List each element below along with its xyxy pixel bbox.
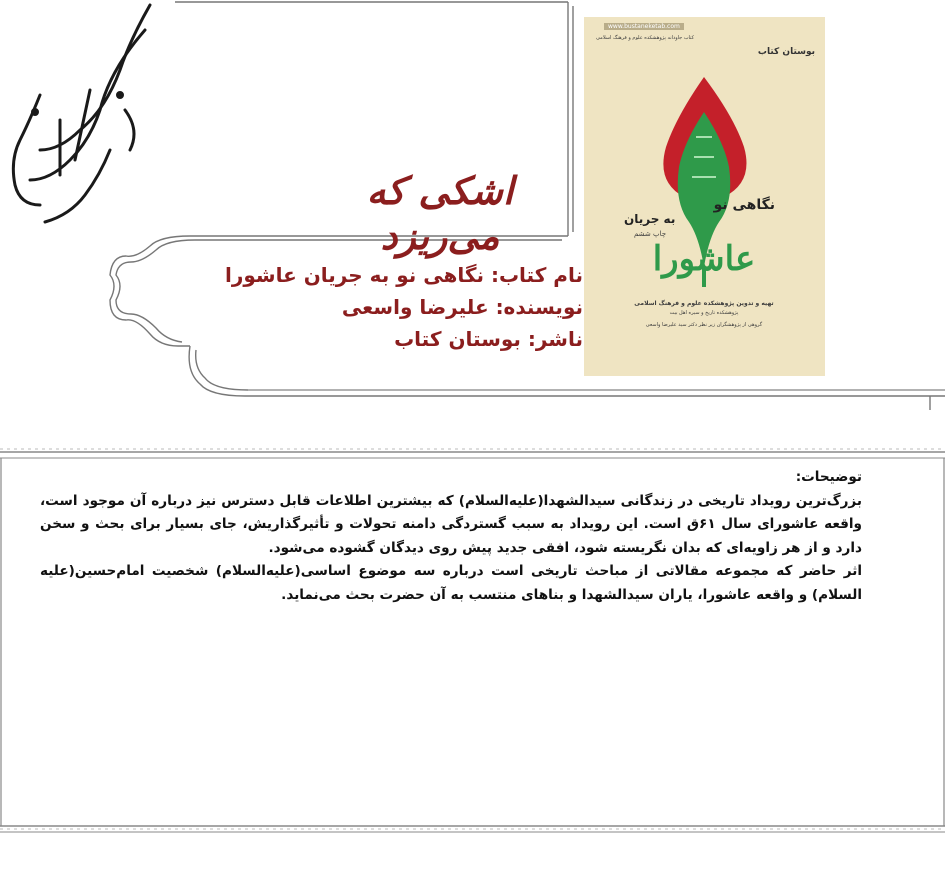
book-author: نویسنده: علیرضا واسعی xyxy=(341,295,583,319)
cover-title-main: عاشورا xyxy=(652,239,756,279)
cover-edition: چاپ ششم xyxy=(634,230,667,238)
cover-publisher-logo: بوستان کتاب xyxy=(757,47,815,57)
cover-credit-1: تهیه و تدوین پژوهشکده علوم و فرهنگ اسلامی xyxy=(634,300,774,307)
description-heading: توضیحات: xyxy=(795,469,862,485)
cover-title-mid: به جریان xyxy=(624,212,676,226)
description-paragraph-2: اثر حاضر که مجموعه مقالاتی از مباحث تاریخی است درباره سه موضوع اساسی(علیه‌السلام) شخصیت امام‌حسین(علیه السلام) و واقعه عاشورا، یاران سیدالشهدا و بناهای منتسب به آن حضرت بحث می‌نماید. xyxy=(40,563,862,603)
cover-credit-3: گروهی از پژوهشگران زیر نظر دکتر سید علیرضا واسعی xyxy=(645,322,763,328)
title-calligraphy-text: اشکی که می‌ریزد xyxy=(366,168,514,258)
description-paragraph-1: بزرگ‌ترین رویداد تاریخی در زندگانی سیدالشهدا(علیه‌السلام) که بیشترین اطلاعات قابل دسترس نیز درباره آن موجود است، واقعه عاشورای سال ۶۱ق است. این رویداد به سبب گستردگی دامنه تحولات و تأثیرگذاریش، جای بسیار برای بحث و سخن دارد و از هر زاویه‌ای که بدان نگریسته شود، افقی جدید پیش روی دیدگان گشوده می‌شود. xyxy=(40,492,862,556)
cover-site: www.bustaneketab.com xyxy=(604,23,684,30)
calligraphy-logo-icon xyxy=(0,0,170,240)
cover-credit-2: پژوهشکده تاریخ و سیره اهل بیت xyxy=(669,310,739,316)
publisher-logo xyxy=(0,0,170,240)
title-calligraphy xyxy=(320,168,560,258)
book-publisher: ناشر: بوستان کتاب xyxy=(394,327,583,351)
description-block xyxy=(40,466,862,607)
book-cover-image xyxy=(584,17,825,376)
cover-series: کتاب جاودانه پژوهشکده علوم و فرهنگ اسلامی xyxy=(596,35,694,41)
book-name: نام کتاب: نگاهی نو به جریان عاشورا xyxy=(225,263,583,287)
cover-title-top: نگاهی نو xyxy=(713,197,775,213)
